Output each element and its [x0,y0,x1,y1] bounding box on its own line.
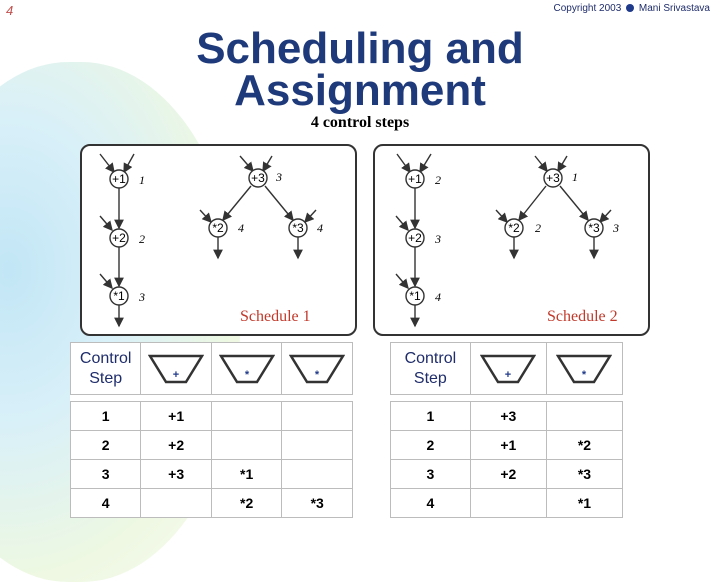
table-header-row [71,343,353,395]
step-label: 3 [276,170,282,184]
step-label: 3 [139,290,145,304]
cell: +3 [470,402,546,431]
separator-row [391,395,623,402]
step-label: 3 [435,232,441,246]
cell [282,402,353,431]
separator-row [71,395,353,402]
edge [558,156,567,171]
slide-number: 4 [6,3,14,18]
title-line-1: Scheduling and [196,24,524,73]
adder-unit-header [470,343,546,395]
node-label: +1 [112,172,126,186]
node-label: +2 [112,231,126,245]
edge [223,186,251,220]
copyright-notice [553,3,710,14]
step-label: 1 [572,170,578,184]
unit-symbol: * [315,368,320,381]
node-label: +1 [408,172,422,186]
node-label: *1 [409,289,421,303]
cell: 1 [71,402,141,431]
node-label: *3 [292,221,304,235]
control-step-header [71,343,141,395]
node-label: +3 [251,171,265,185]
edge [100,216,112,230]
edge [263,156,272,171]
header-line-1: Control [404,349,457,367]
table-row [71,402,353,431]
schedule-1-graph [82,146,355,334]
edge [240,156,253,171]
unit-symbol: + [505,368,512,381]
edge [124,154,134,172]
control-step-header [391,343,471,395]
multiplier-unit-icon [289,352,345,386]
unit-symbol: * [582,368,587,381]
cell: 4 [391,489,471,518]
edge [496,210,507,222]
table-row [71,431,353,460]
cell: +1 [470,431,546,460]
cell: +2 [141,431,212,460]
title-line-2: Assignment [234,66,486,115]
schedule-1-panel [80,144,357,336]
cell: 2 [391,431,471,460]
edge [305,210,316,222]
node-label: +2 [408,231,422,245]
cell: 3 [391,460,471,489]
unit-symbol: * [244,368,249,381]
node-label: +3 [546,171,560,185]
table-row [391,489,623,518]
cell: +3 [141,460,212,489]
header-line-2: Step [413,369,447,387]
edge [396,274,408,288]
schedule-2-graph [375,146,648,334]
cell: *2 [546,431,622,460]
cell: 4 [71,489,141,518]
step-label: 2 [139,232,145,246]
author-name: Mani Srivastava [638,3,710,14]
cell: 1 [391,402,471,431]
node-label: *2 [508,221,520,235]
table-header-row [391,343,623,395]
cell [470,489,546,518]
cell [211,431,282,460]
step-label: 2 [435,173,441,187]
adder-unit-icon [148,352,204,386]
header-line-1: Control [79,349,132,367]
edge [396,216,408,230]
cell: *1 [546,489,622,518]
node-label: *2 [212,221,224,235]
multiplier-unit-icon [556,352,612,386]
step-label: 3 [613,221,619,235]
step-label: 2 [535,221,541,235]
copyright-text: Copyright 2003 [553,3,622,14]
schedule-label: Schedule 2 [547,308,618,325]
table-row [71,460,353,489]
cell: *2 [211,489,282,518]
unit-symbol: + [172,368,180,381]
cell [141,489,212,518]
table-row [71,489,353,518]
step-label: 1 [139,173,145,187]
cell: +2 [470,460,546,489]
edge [519,186,546,220]
cell [282,431,353,460]
edge [200,210,211,222]
edge [265,186,293,220]
multiplier-unit-icon [219,352,275,386]
schedule-label: Schedule 1 [240,308,311,325]
step-label: 4 [317,221,323,235]
table-row [391,431,623,460]
schedule-2-panel [373,144,650,336]
bullet-dot-icon [626,4,634,12]
cell: +1 [141,402,212,431]
edge [560,186,588,220]
schedule-1-table [70,342,353,518]
node-label: *1 [113,289,125,303]
multiplier-unit-header [282,343,353,395]
cell: *3 [282,489,353,518]
slide-title [180,24,540,115]
header-line-2: Step [89,369,123,387]
table-row [391,460,623,489]
cell [282,460,353,489]
cell: *3 [546,460,622,489]
edge [100,274,112,288]
cell: 2 [71,431,141,460]
edge [397,154,410,172]
subtitle-control-steps: 4 control steps [310,114,410,131]
cell [546,402,622,431]
multiplier-unit-header [546,343,622,395]
table-row [391,402,623,431]
schedule-2-table [390,342,623,518]
edge [535,156,547,171]
step-label: 4 [435,290,441,304]
edge [600,210,611,222]
cell: 3 [71,460,141,489]
cell [211,402,282,431]
edge [100,154,114,172]
node-label: *3 [588,221,600,235]
step-label: 4 [238,221,244,235]
multiplier-unit-header [211,343,282,395]
cell: *1 [211,460,282,489]
edge [420,154,431,172]
adder-unit-icon [480,352,536,386]
adder-unit-header [141,343,212,395]
